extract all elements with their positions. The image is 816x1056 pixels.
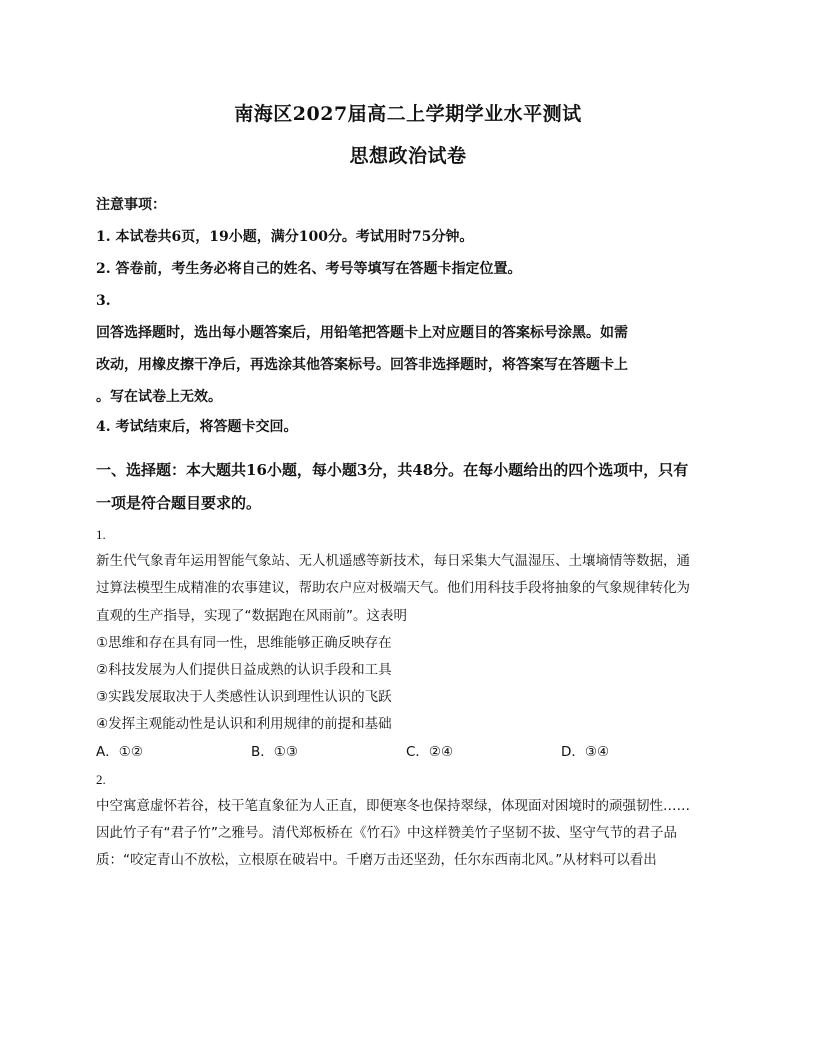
note-item-3-line-3: 。写在试卷上无效。 [96, 389, 222, 405]
note-item-3-line-1: 回答选择题时，选出每小题答案后，用铅笔把答题卡上对应题目的答案标号涂黑。如需 [96, 325, 628, 341]
choice-a: A．①② [96, 743, 143, 760]
choice-c: C．②④ [406, 743, 454, 760]
section-heading-line-2: 一项是符合题目要求的。 [96, 494, 262, 512]
note-item-3 [96, 317, 720, 413]
question-1-number: 1. [96, 527, 106, 542]
exam-subject: 思想政治试卷 [349, 145, 467, 167]
question-1-statement-2: ②科技发展为人们提供日益成熟的认识手段和工具 [96, 661, 392, 678]
question-2-stem-line-2: 因此竹子有“君子竹”之雅号。清代郑板桥在《竹石》中这样赞美竹子坚韧不拔、坚守气节的君子品 [96, 825, 677, 842]
choice-d: D．③④ [561, 743, 610, 760]
questions-list [96, 521, 720, 874]
note-item-4: 4. 考试结束后，将答题卡交回。 [96, 419, 298, 435]
note-item-3-number: 3. [96, 293, 111, 309]
question-1-statement-4: ④发挥主观能动性是认识和利用规律的前提和基础 [96, 716, 392, 733]
section-heading-line-1: 一、选择题：本大题共16小题，每小题3分，共48分。在每小题给出的四个选项中，只有 [96, 461, 689, 479]
question-1-stem-line-1: 新生代气象青年运用智能气象站、无人机遥感等新技术，每日采集大气温湿压、土壤墒情等数据，通 [96, 553, 690, 570]
question-1-statement-3: ③实践发展取决于人类感性认识到理性认识的飞跃 [96, 689, 392, 706]
question-1-stem-line-2: 过算法模型生成精准的农事建议，帮助农户应对极端天气。他们用科技手段将抽象的气象规律转化为 [96, 580, 690, 597]
question-1-statement-1: ①思维和存在具有同一性，思维能够正确反映存在 [96, 634, 392, 651]
choice-b: B．①③ [251, 743, 298, 760]
question-2-stem-line-1: 中空寓意虚怀若谷，枝干笔直象征为人正直，即便寒冬也保持翠绿，体现面对困境时的顽强韧性…… [96, 797, 690, 814]
question-1-stem-line-3: 直观的生产指导，实现了“数据跑在风雨前”。这表明 [96, 607, 407, 624]
question-2-number: 2. [96, 771, 106, 787]
section-heading [96, 454, 720, 520]
note-item-2: 2. 答卷前，考生务必将自己的姓名、考号等填写在答题卡指定位置。 [96, 261, 522, 277]
question-2-stem-line-3: 质：“咬定青山不放松，立根原在破岩中。千磨万击还坚劲，任尔东西南北风。”从材料可以看出 [96, 852, 657, 869]
notes-section [96, 196, 720, 450]
question-1-choices [96, 739, 720, 766]
note-item-1: 1. 本试卷共6页，19小题，满分100分。考试用时75分钟。 [96, 229, 474, 245]
notes-heading: 注意事项： [96, 197, 166, 213]
exam-title: 南海区2027届高二上学期学业水平测试 [234, 103, 582, 125]
note-item-3-line-2: 改动，用橡皮擦干净后，再选涂其他答案标号。回答非选择题时，将答案写在答题卡上 [96, 357, 628, 373]
